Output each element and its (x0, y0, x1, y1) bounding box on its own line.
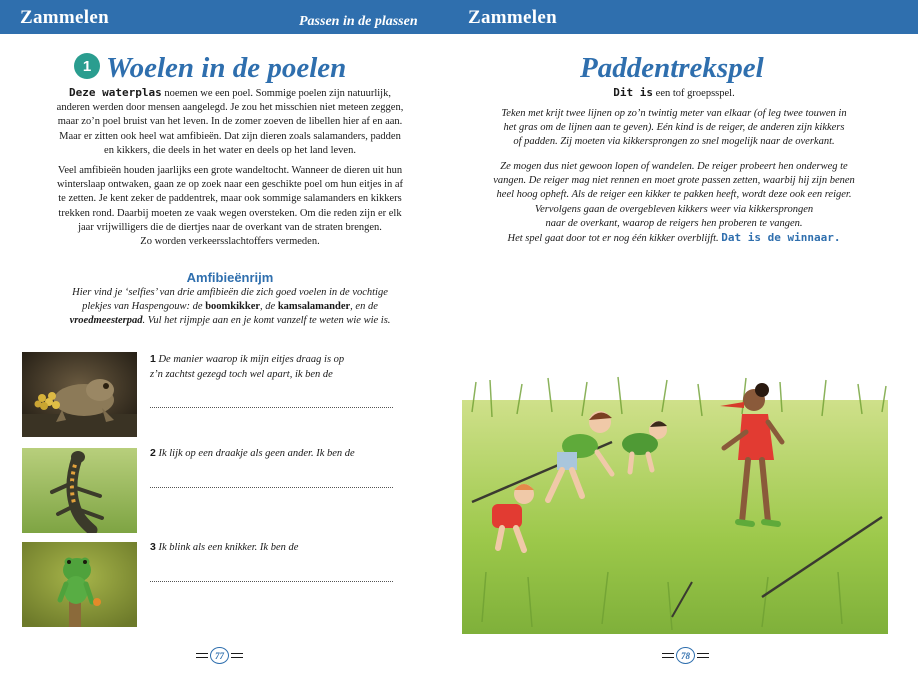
game-intro-lead: Dit is (613, 86, 654, 99)
crested-newt-photo (22, 448, 137, 533)
section-number-badge: 1 (74, 53, 100, 79)
rhyme-instructions (20, 286, 440, 329)
left-page-title: Woelen in de poelen (106, 52, 347, 84)
rhyme-section-title: Amfibieënrijm (186, 270, 274, 285)
right-page-number (662, 647, 709, 664)
intro-line: maar zo’n poel bruist van het leven. In de zomer zoeven de libellen hier af en aan. (57, 116, 403, 128)
rules-line: Vervolgens gaan de overgebleven kikkers weer via kikkersprongen (534, 203, 814, 215)
rules-line: of padden. Zij moeten via kikkersprongen zo snel mogelijk naar de overkant. (513, 136, 835, 148)
question-number: 3 (150, 541, 156, 553)
answer-line-3[interactable] (150, 580, 393, 582)
rhyme-text: plekjes van Haspengouw: de (82, 301, 206, 313)
right-header-title: Zammelen (468, 7, 557, 28)
question-number: 2 (150, 447, 156, 459)
migration-line: trekken rond. Daarbij moeten ze vaak wegen oversteken. Om die reden zijn er elk (58, 207, 402, 219)
page-number-ornament (231, 653, 243, 658)
game-intro (470, 86, 878, 101)
game-intro-text: een tof groepsspel. (653, 88, 735, 99)
rhyme-line: Hier vind je ‘selfies’ van drie amfibieën die zich goed voelen in de vochtige (72, 287, 388, 298)
left-page-number (196, 647, 243, 664)
children-playing-illustration (462, 372, 888, 634)
rhyme-text: , en de (350, 301, 378, 313)
intro-line: anderen werden door mensen aangelegd. Je zou het misschien niet meteen zeggen, (56, 102, 404, 114)
question-text: Ik blink als een knikker. Ik ben de (158, 542, 299, 553)
midwife-toad-photo (22, 352, 137, 437)
question-text: Ik lijk op een draakje als geen ander. Ik ben de (158, 448, 355, 459)
rules-line: Teken met krijt twee lijnen op zo’n twintig meter van elkaar (of leg twee touwen in (501, 108, 847, 119)
intro-text: noemen we een poel. Sommige poelen zijn natuurlijk, (161, 88, 391, 99)
rhyme-text: , de (260, 301, 278, 313)
boomkikker-term: boomkikker (205, 301, 261, 313)
rules-line: het gras om de lijnen aan te geven). Eén kind is de reiger, de anderen zijn kikkers (503, 122, 845, 134)
page-number-ornament (196, 653, 208, 658)
answer-line-1[interactable] (150, 406, 393, 408)
page-number-value: 78 (676, 647, 695, 664)
rhyme-text: . Vul het rijmpje aan en je komt vanzelf te weten wie wie is. (142, 315, 391, 327)
migration-line: Veel amfibieën houden jaarlijks een grote wandeltocht. Wanneer de dieren uit hun (57, 165, 403, 176)
rules-line: heel hoog opheft. Als de reiger een kikker te pakken heeft, wordt deze ook een reiger. (496, 189, 852, 201)
right-page-title: Paddentrekspel (580, 52, 764, 84)
rules-line: vangen. De reiger mag niet rennen en moet grote passen zetten, waarbij hij zijn benen (493, 175, 855, 187)
intro-line: Maar er zitten ook heel wat amfibieën. Dat zijn dieren zoals salamanders, padden (59, 130, 401, 142)
intro-lead: Deze waterplas (69, 86, 162, 99)
migration-paragraph (20, 164, 440, 249)
intro-paragraph (20, 86, 440, 158)
tree-frog-photo (22, 542, 137, 627)
winner-highlight: Dat is de winnaar. (721, 231, 841, 245)
rules-line: Het spel gaat door tot er nog één kikker overblijft. (507, 233, 719, 245)
migration-line: winterslaap ontwaken, gaan ze op zoek naar een geschikte poel om hun eitjes in af (56, 179, 404, 191)
game-rules-2 (466, 160, 882, 246)
page-number-value: 77 (210, 647, 229, 664)
question-number: 1 (150, 353, 156, 365)
migration-line: te zetten. Je kent zeker de paddentrek, maar ook sommige salamanders en kikkers (58, 193, 402, 205)
answer-line-2[interactable] (150, 486, 393, 488)
migration-line: Zo worden verkeersslachtoffers vermeden. (140, 236, 320, 248)
migration-line: jaar vrijwilligers die de diertjes naar de overkant van de straten brengen. (78, 221, 382, 233)
rules-line: naar de overkant, waarop de reigers hen proberen te vangen. (545, 217, 803, 229)
left-header-subtitle: Passen in de plassen (299, 14, 418, 29)
kamsalamander-term: kamsalamander (277, 301, 351, 313)
page-number-ornament (697, 653, 709, 658)
intro-line: en kikkers, die deels in het water en deels op het land leven. (104, 144, 356, 156)
question-2 (150, 446, 395, 461)
header-bar (0, 0, 918, 34)
page-number-ornament (662, 653, 674, 658)
left-header-title: Zammelen (20, 7, 109, 28)
rules-line: Ze mogen dus niet gewoon lopen of wandelen. De reiger probeert hen onderweg te (500, 161, 848, 172)
question-text: De manier waarop ik mijn eitjes draag is op (158, 354, 345, 365)
vroedmeesterpad-term: vroedmeesterpad (69, 315, 143, 327)
question-1 (150, 352, 395, 382)
game-rules-1 (466, 107, 882, 150)
question-text: z’n zachtst gezegd toch wel apart, ik ben de (150, 369, 333, 380)
question-3 (150, 540, 395, 555)
